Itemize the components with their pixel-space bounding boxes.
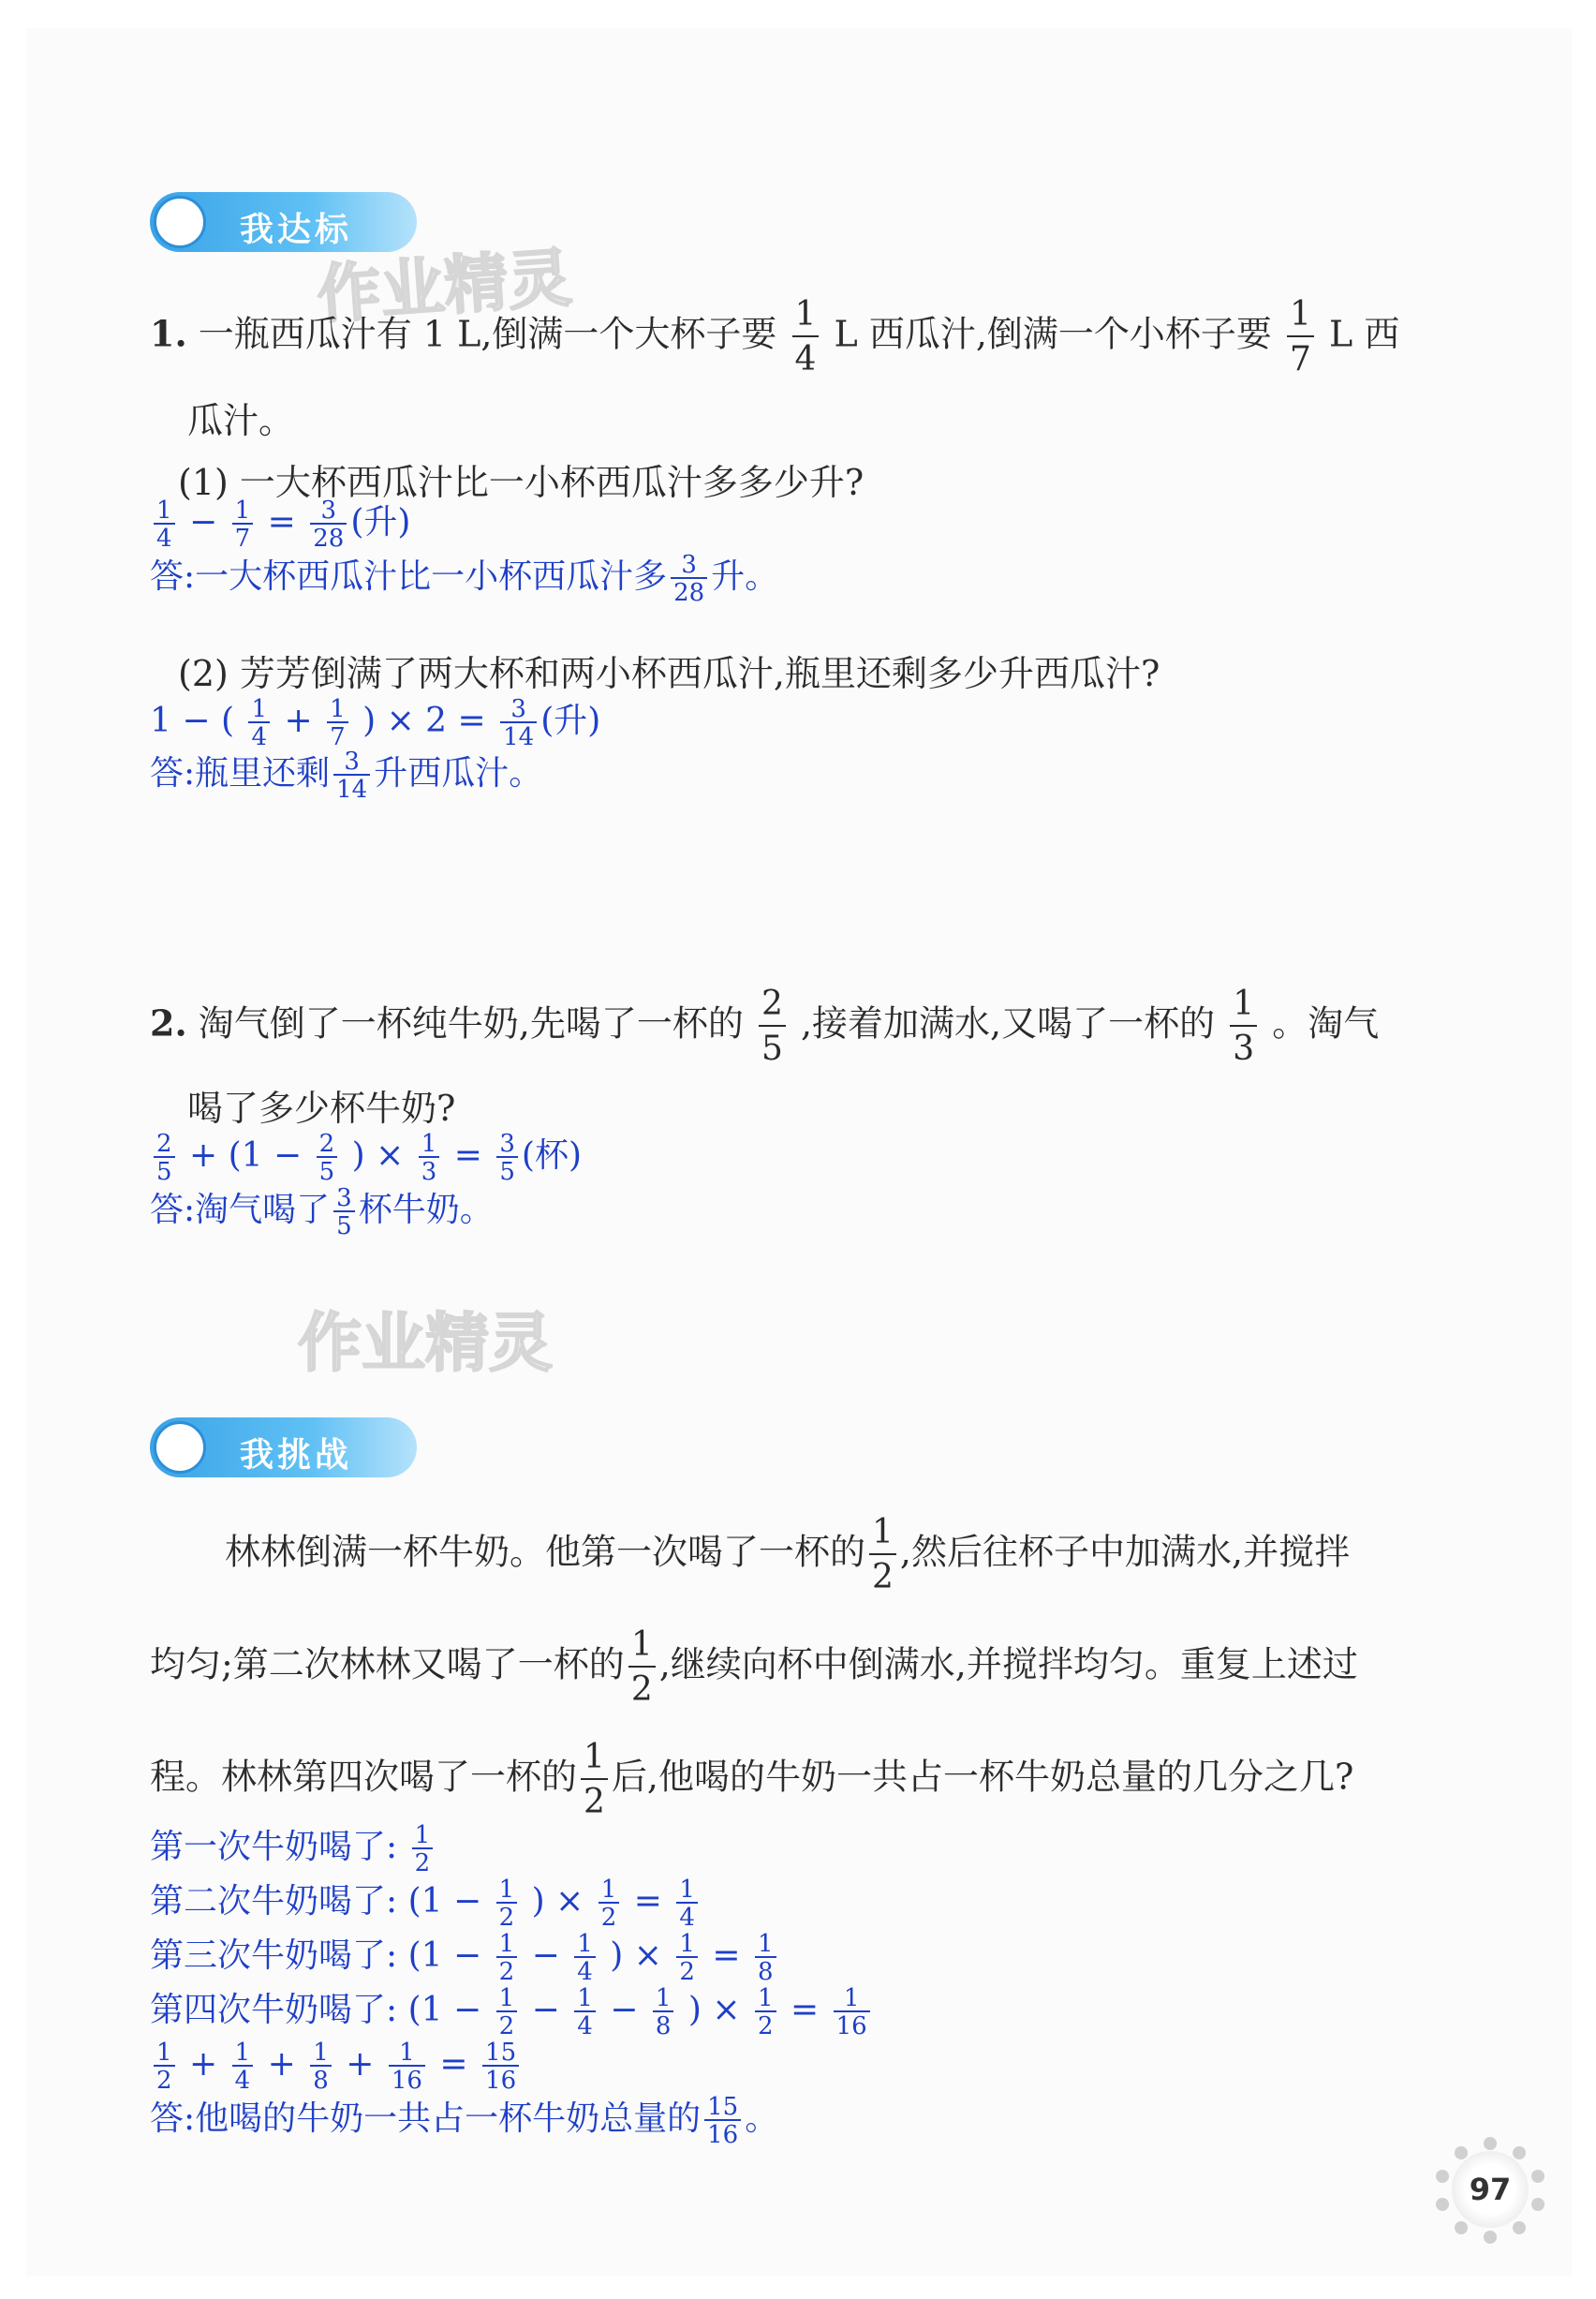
step-3: 第三次牛奶喝了: (1 − $\frac{1}{2}$ − $\frac{1}{4}$ ) × $\frac{1}{2}$ = $\frac{1}{8}$	[150, 1932, 780, 1984]
question-text: 一瓶西瓜汁有 1 L,倒满一个大杯子要	[198, 313, 777, 355]
badge-icon	[154, 196, 206, 248]
watermark: 作业精灵	[314, 241, 574, 334]
fraction: $\frac{1}{4}$	[792, 298, 820, 377]
section-badge-tiaozhan	[150, 1417, 417, 1477]
question-1-sub1: (1) 一大杯西瓜汁比一小杯西瓜汁多多少升?	[178, 462, 864, 503]
challenge-line-3: 程。林林第四次喝了一杯的 $\frac{1}{2}$ 后,他喝的牛奶一共占一杯牛奶总量的几分之几?	[150, 1738, 1354, 1821]
section-title: 我挑战	[240, 1436, 353, 1475]
answer-calc-1-1: $\frac{1}{4}$ − $\frac{1}{7}$ = $\frac{3}{28}$ (升)	[150, 498, 410, 551]
step-4: 第四次牛奶喝了: (1 − $\frac{1}{2}$ − $\frac{1}{4}$ − $\frac{1}{8}$ ) × $\frac{1}{2}$ = $\frac{1}{16}$	[150, 1986, 874, 2039]
answer-calc-1-2: 1 − ( $\frac{1}{4}$ + $\frac{1}{7}$ ) × 2 = $\frac{3}{14}$ (升)	[150, 695, 601, 751]
challenge-line-1: 林林倒满一杯牛奶。他第一次喝了一杯的 $\frac{1}{2}$ ,然后往杯子中加满水,并搅拌	[225, 1513, 1351, 1596]
answer-text-2: 答:淘气喝了 $\frac{3}{5}$ 杯牛奶。	[150, 1184, 494, 1240]
question-2-cont: 喝了多少杯牛奶?	[187, 1088, 456, 1129]
question-1	[150, 295, 1400, 378]
page-number: 97	[1452, 2151, 1529, 2228]
answer-text-3: 答:他喝的牛奶一共占一杯牛奶总量的 $\frac{15}{16}$ 。	[150, 2093, 779, 2149]
answer-calc-2: $\frac{2}{5}$ + (1 − $\frac{2}{5}$ ) × $\frac{1}{3}$ = $\frac{3}{5}$ (杯)	[150, 1132, 582, 1184]
answer-text-1-1: 答:一大杯西瓜汁比一小杯西瓜汁多 $\frac{3}{28}$ 升。	[150, 551, 779, 607]
page-number-badge	[1433, 2134, 1555, 2247]
question-2: 2. 淘气倒了一杯纯牛奶,先喝了一杯的 $\frac{2}{5}$ ,接着加满水,又喝了一杯的 $\frac{1}{3}$ 。淘气	[150, 985, 1380, 1068]
challenge-line-2: 均匀;第二次林林又喝了一杯的 $\frac{1}{2}$ ,继续向杯中倒满水,并搅拌均匀。重复上述过	[150, 1625, 1358, 1709]
watermark: 作业精灵	[298, 1307, 554, 1381]
question-1-cont: 瓜汁。	[187, 400, 295, 441]
fraction: $\frac{1}{7}$	[1287, 298, 1314, 377]
section-title: 我达标	[240, 211, 353, 249]
question-text: L 西瓜汁,倒满一个小杯子要	[834, 313, 1272, 355]
step-sum: $\frac{1}{2}$ + $\frac{1}{4}$ + $\frac{1}{8}$ + $\frac{1}{16}$ = $\frac{15}{16}$	[150, 2040, 523, 2093]
step-2: 第二次牛奶喝了: (1 − $\frac{1}{2}$ ) × $\frac{1}{2}$ = $\frac{1}{4}$	[150, 1877, 702, 1930]
answer-text-1-2: 答:瓶里还剩 $\frac{3}{14}$ 升西瓜汁。	[150, 748, 543, 804]
step-1: 第一次牛奶喝了: $\frac{1}{2}$	[150, 1823, 436, 1876]
badge-icon	[154, 1421, 206, 1474]
question-number: 1.	[150, 312, 187, 355]
question-text: L 西	[1329, 313, 1400, 355]
question-1-sub2: (2) 芳芳倒满了两大杯和两小杯西瓜汁,瓶里还剩多少升西瓜汁?	[178, 653, 1160, 694]
question-number: 2.	[150, 1001, 187, 1045]
